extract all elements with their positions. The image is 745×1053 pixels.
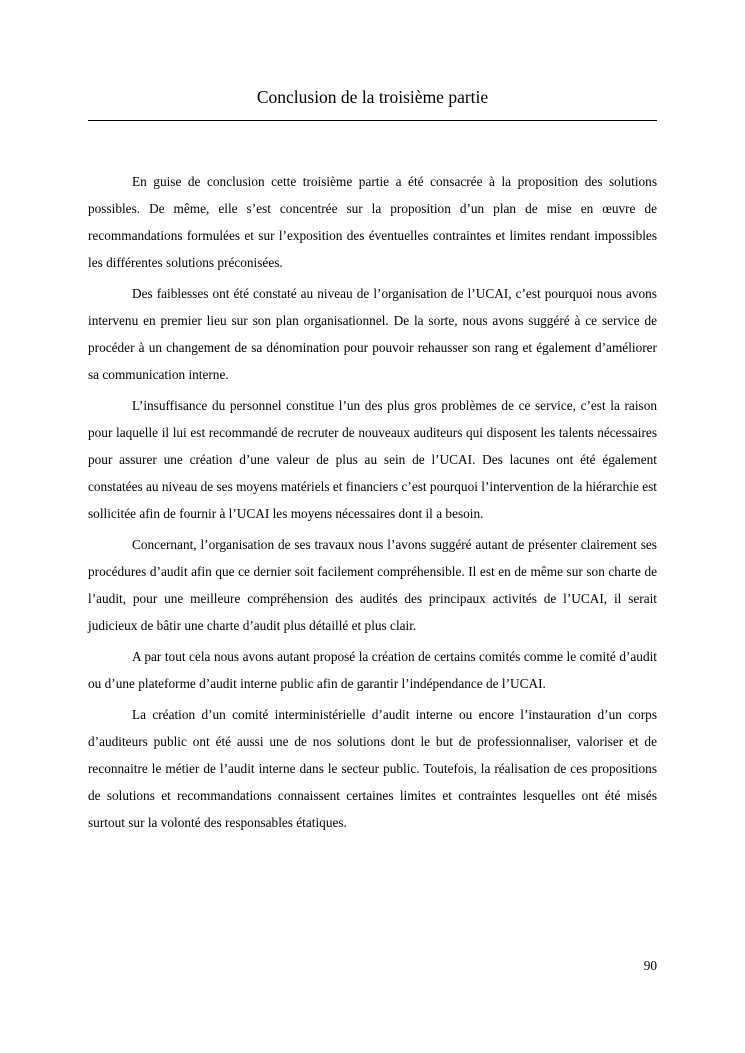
paragraph-6: La création d’un comité interministérielle d’audit interne ou encore l’instauration d’un corps d’auditeurs public ont été aussi une de nos solutions dont le but de professionnaliser, valoriser et de reconnaitre le métier de l’audit interne dans le secteur public. Toutefois, la réalisation de ces propositions de solutions et recommandations connaissent certaines limites et contraintes lesquelles ont été misés surtout sur la volonté des responsables étatiques.	[88, 707, 657, 830]
page-number: 90	[643, 958, 657, 973]
paragraph-5: A par tout cela nous avons autant proposé la création de certains comités comme le comité d’audit ou d’une plateforme d’audit interne public afin de garantir l’indépendance de l’UCAI.	[88, 649, 657, 691]
paragraph-3: L’insuffisance du personnel constitue l’un des plus gros problèmes de ce service, c’est la raison pour laquelle il lui est recommandé de recruter de nouveaux auditeurs qui disposent les talents nécessaires pour assurer une création d’une valeur de plus au sein de l’UCAI. Des lacunes ont été également constatées au niveau de ses moyens matériels et financiers c’est pourquoi l’intervention de la hiérarchie est sollicitée afin de fournir à l’UCAI les moyens nécessaires dont il a besoin.	[88, 398, 657, 521]
paragraph-4: Concernant, l’organisation de ses travaux nous l’avons suggéré autant de présenter clairement ses procédures d’audit afin que ce dernier soit facilement compréhensible. Il est en de même sur son charte de l’audit, pour une meilleure compréhension des audités des principaux activités de l’UCAI, il serait judicieux de bâtir une charte d’audit plus détaillé et plus clair.	[88, 537, 657, 633]
body-text	[88, 168, 657, 840]
header-divider	[88, 120, 657, 121]
paragraph-2: Des faiblesses ont été constaté au niveau de l’organisation de l’UCAI, c’est pourquoi nous avons intervenu en premier lieu sur son plan organisationnel. De la sorte, nous avons suggéré à ce service de procéder à un changement de sa dénomination pour pouvoir rehausser son rang et également d’améliorer sa communication interne.	[88, 286, 657, 382]
paragraph-1: En guise de conclusion cette troisième partie a été consacrée à la proposition des solutions possibles. De même, elle s’est concentrée sur la proposition d’un plan de mise en œuvre de recommandations formulées et sur l’exposition des éventuelles contraintes et limites rendant impossibles les différentes solutions préconisées.	[88, 174, 657, 270]
page-title: Conclusion de la troisième partie	[256, 87, 489, 107]
